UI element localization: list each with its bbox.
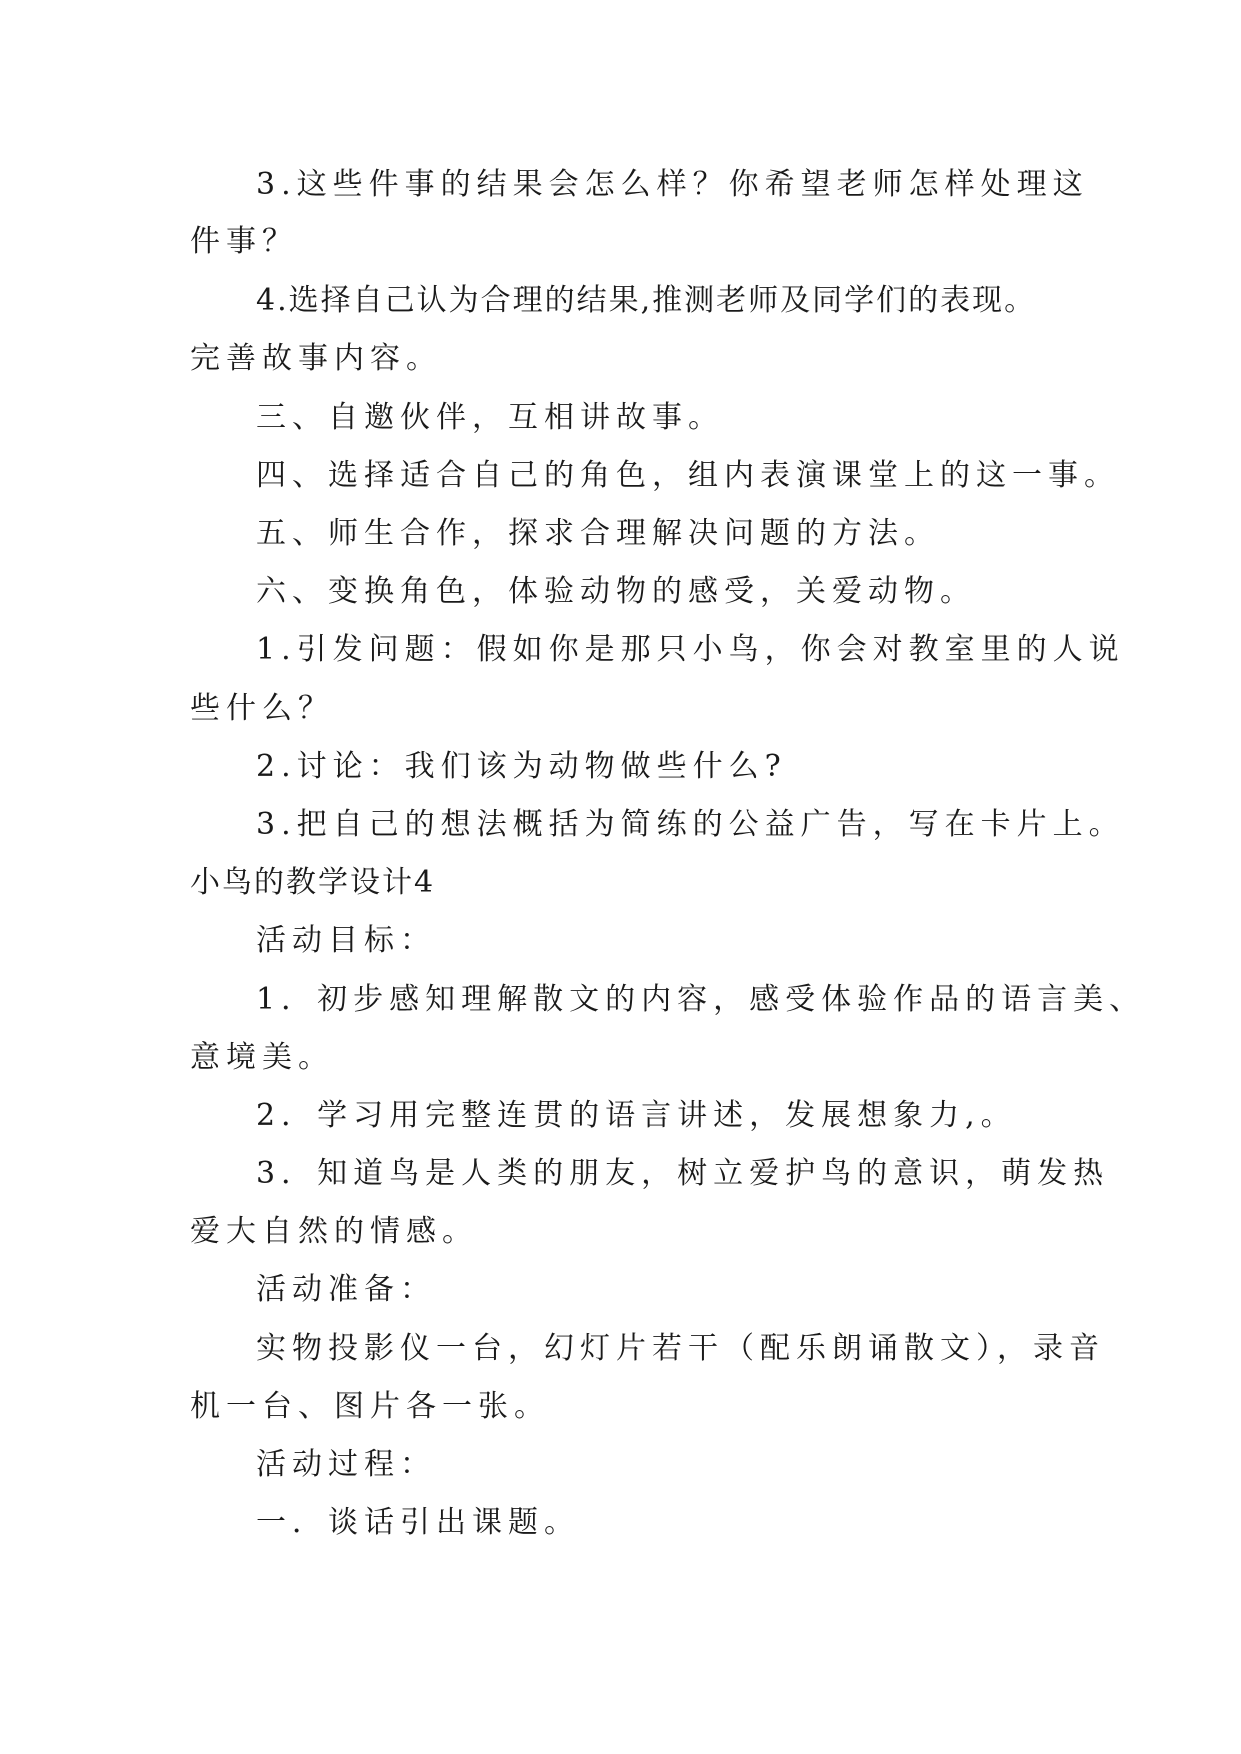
paragraph-line: 2．学习用完整连贯的语言讲述，发展想象力,。 bbox=[256, 1098, 1017, 1133]
section-heading: 六、变换角色，体验动物的感受，关爱动物。 bbox=[256, 574, 976, 609]
section-heading: 五、师生合作，探求合理解决问题的方法。 bbox=[256, 516, 940, 551]
section-heading: 活动目标： bbox=[256, 923, 436, 958]
paragraph-line: 1.引发问题：假如你是那只小鸟，你会对教室里的人说 bbox=[256, 632, 1125, 667]
section-heading: 活动准备： bbox=[256, 1272, 436, 1307]
section-heading: 活动过程： bbox=[256, 1447, 436, 1482]
paragraph-line: 完善故事内容。 bbox=[190, 341, 442, 376]
section-heading: 三、自邀伙伴，互相讲故事。 bbox=[256, 400, 724, 435]
section-heading: 四、选择适合自己的角色，组内表演课堂上的这一事。 bbox=[256, 458, 1120, 493]
paragraph-line: 些什么？ bbox=[190, 691, 334, 726]
paragraph-line: 实物投影仪一台，幻灯片若干（配乐朗诵散文），录音 bbox=[256, 1331, 1105, 1366]
paragraph-line: 意境美。 bbox=[190, 1040, 334, 1075]
paragraph-line: 2.讨论：我们该为动物做些什么? bbox=[256, 749, 787, 784]
paragraph-line: 4.选择自己认为合理的结果,推测老师及同学们的表现。 bbox=[256, 283, 1037, 318]
paragraph-line: 件事？ bbox=[190, 224, 298, 259]
paragraph-line: 机一台、图片各一张。 bbox=[190, 1389, 550, 1424]
paragraph-line: 3.把自己的想法概括为简练的公益广告，写在卡片上。 bbox=[256, 807, 1125, 842]
document-subtitle: 小鸟的教学设计4 bbox=[190, 865, 436, 900]
section-heading: 一．谈话引出课题。 bbox=[256, 1505, 580, 1540]
paragraph-line: 爱大自然的情感。 bbox=[190, 1214, 478, 1249]
paragraph-line: 1．初步感知理解散文的内容，感受体验作品的语言美、 bbox=[256, 982, 1146, 1017]
paragraph-line: 3．知道鸟是人类的朋友，树立爱护鸟的意识，萌发热 bbox=[256, 1156, 1110, 1191]
paragraph-line: 3.这些件事的结果会怎么样？你希望老师怎样处理这 bbox=[256, 167, 1089, 202]
